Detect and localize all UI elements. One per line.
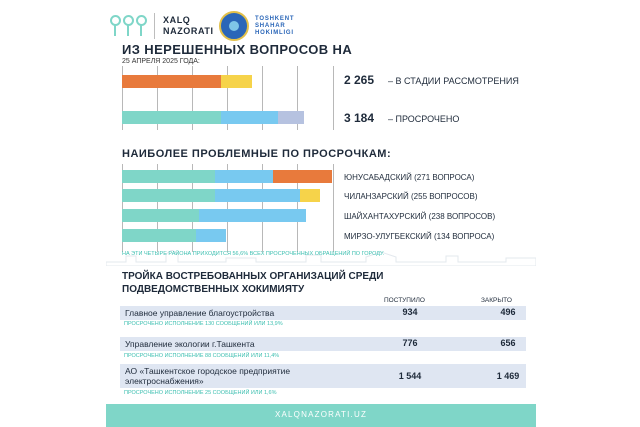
chart1-title: ИЗ НЕРЕШЕННЫХ ВОПРОСОВ НА — [122, 42, 353, 57]
header-logos — [110, 6, 305, 46]
bar-segment — [122, 189, 215, 202]
received-cell: 776 — [402, 338, 418, 348]
column-header-received: ПОСТУПИЛО — [384, 297, 425, 304]
org-name-cell: Главное управление благоустройства — [125, 308, 275, 318]
bar-segment — [122, 170, 215, 183]
bar-segment — [273, 170, 332, 183]
value-label-overdue: 3 184 — [344, 111, 375, 125]
bar-segment — [215, 170, 273, 183]
bar-mirzo-ulugbek — [122, 229, 226, 242]
brand-line-2: NAZORATI — [163, 26, 214, 36]
closed-cell: 496 — [500, 307, 516, 317]
table-row — [120, 337, 526, 351]
org-name — [255, 16, 305, 37]
xalq-nazorati-logo — [110, 15, 146, 37]
bar-segment — [278, 111, 305, 124]
district-label-shaykhantakhur: ШАЙХАНТАХУРСКИЙ (238 ВОПРОСОВ) — [344, 212, 496, 221]
table-title: ТРОЙКА ВОСТРЕБОВАННЫХ ОРГАНИЗАЦИЙ СРЕДИ ПОДВЕДОМСТВЕННЫХ ХОКИМИЯТУ — [122, 271, 384, 295]
bar-chilanzar — [122, 189, 320, 202]
label-under-review: – В СТАДИИ РАССМОТРЕНИЯ — [388, 76, 519, 86]
bar-shaykhantakhur — [122, 209, 306, 222]
bar-segment — [122, 209, 199, 222]
row-overdue-note: ПРОСРОЧЕНО ИСПОЛНЕНИЕ 25 СООБЩЕНИЙ ИЛИ 1,6% — [124, 390, 277, 396]
district-label-yunusabad: ЮНУСАБАДСКИЙ (271 ВОПРОСА) — [344, 173, 475, 182]
bar-segment — [196, 229, 226, 242]
org-line-2: SHAHAR — [255, 22, 286, 29]
district-label-chilanzar: ЧИЛАНЗАРСКИЙ (255 ВОПРОСОВ) — [344, 192, 478, 201]
footer-bar — [106, 404, 536, 427]
org-name-cell: АО «Ташкентское городское предприятие электроснабжения» — [125, 366, 291, 386]
row-overdue-note: ПРОСРОЧЕНО ИСПОЛНЕНИЕ 88 СООБЩЕНИЙ ИЛИ 11,4% — [124, 353, 280, 359]
district-label-mirzo-ulugbek: МИРЗО-УЛУГБЕКСКИЙ (134 ВОПРОСА) — [344, 232, 495, 241]
bar-segment — [122, 229, 196, 242]
bar-under-review — [122, 75, 252, 88]
closed-cell: 1 469 — [496, 371, 520, 381]
infographic-card — [106, 0, 536, 427]
chart1-subtitle: 25 АПРЕЛЯ 2025 ГОДА: — [122, 58, 200, 65]
bar-segment — [199, 209, 306, 222]
bar-overdue — [122, 111, 304, 124]
logo-divider — [154, 13, 155, 39]
districts-note: НА ЭТИ ЧЕТЫРЕ РАЙОНА ПРИХОДИТСЯ 56,6% ВСЕХ ПРОСРОЧЕННЫХ ОБРАЩЕНИЙ ПО ГОРОДУ. — [122, 251, 385, 257]
bar-segment — [221, 75, 252, 88]
closed-cell: 656 — [500, 338, 516, 348]
bar-segment — [122, 111, 221, 124]
received-cell: 934 — [402, 307, 418, 317]
table-row — [120, 364, 526, 388]
received-cell: 1 544 — [398, 371, 422, 381]
bar-segment — [221, 111, 278, 124]
bar-segment — [215, 189, 300, 202]
footer-url[interactable]: XALQNAZORATI.UZ — [274, 410, 368, 419]
chart2-title: НАИБОЛЕЕ ПРОБЛЕМНЫЕ ПО ПРОСРОЧКАМ: — [122, 148, 392, 160]
bar-yunusabad — [122, 170, 332, 183]
brand-line-1: XALQ — [163, 15, 191, 25]
city-emblem-icon — [219, 11, 249, 41]
brand-name — [163, 15, 214, 37]
value-label-under-review: 2 265 — [344, 73, 375, 87]
org-line-1: TOSHKENT — [255, 15, 295, 22]
table-row — [120, 306, 526, 320]
bar-segment — [300, 189, 319, 202]
org-line-3: HOKIMLIGI — [255, 29, 294, 36]
label-overdue: – ПРОСРОЧЕНО — [388, 114, 460, 124]
bar-segment — [122, 75, 221, 88]
org-name-cell: Управление экологии г.Ташкента — [125, 339, 255, 349]
row-overdue-note: ПРОСРОЧЕНО ИСПОЛНЕНИЕ 130 СООБЩЕНИЙ ИЛИ 13,9% — [124, 321, 283, 327]
column-header-closed: ЗАКРЫТО — [481, 297, 512, 304]
